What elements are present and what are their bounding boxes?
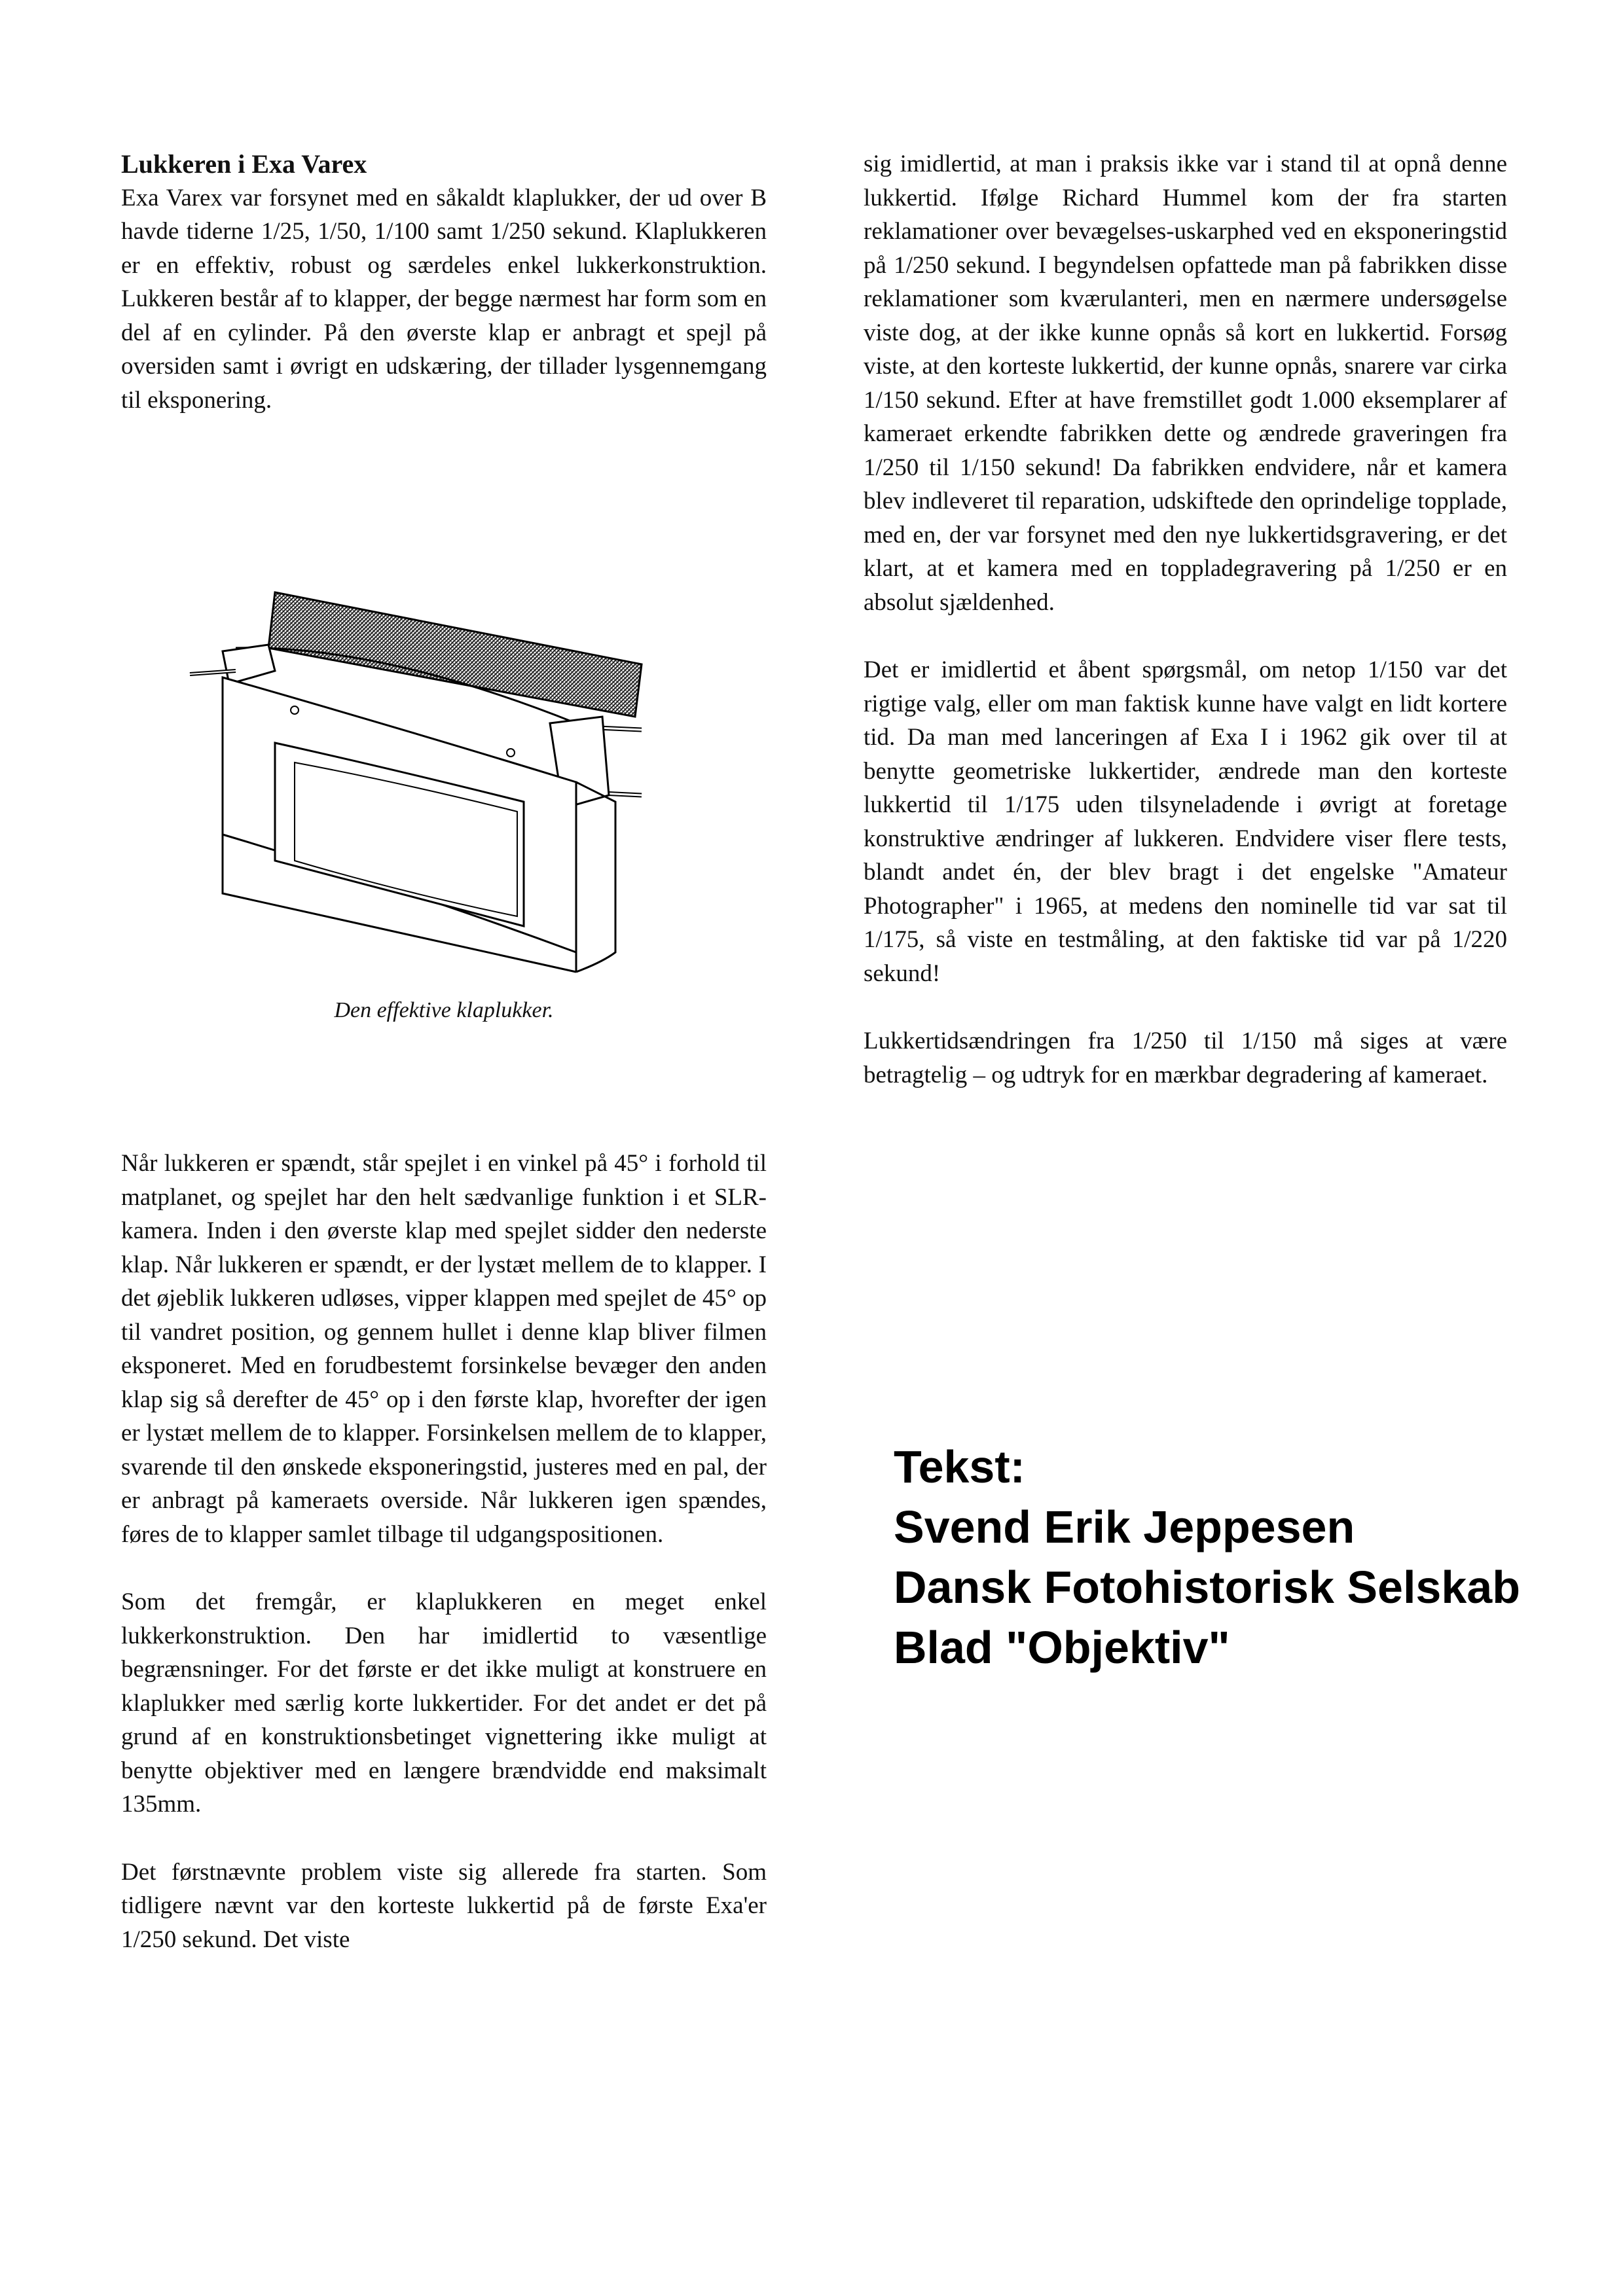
body-paragraph: Som det fremgår, er klaplukkeren en meget enkel lukkerkonstruktion. Den har imidlertid to væsentlige begrænsninger. For det første er det ikke muligt at konstruere en klaplukker med særlig korte lukkertider. For det andet er det på grund af en konstruktionsbetinget vignettering ikke muligt at benytte objektiver med en længere brændvidde end maksimalt 135mm. — [121, 1588, 767, 1818]
author-credit — [894, 1437, 1581, 1677]
article-heading: Lukkeren i Exa Varex — [121, 149, 367, 179]
body-paragraph: Det førstnævnte problem viste sig allerede fra starten. Som tidligere nævnt var den korteste lukkertid på de første Exa'er 1/250 sekund. Det viste — [121, 1858, 767, 1953]
intro-paragraph: Exa Varex var forsynet med en såkaldt klaplukker, der ud over B havde tiderne 1/25, 1/50, 1/100 samt 1/250 sekund. Klaplukkeren er en effektiv, robust og særdeles enkel lukkerkonstruktion. Lukkeren består af to klapper, der begge nærmest har form som en del af en cylinder. På den øverste klap er anbragt et spejl på oversiden samt i øvrigt en udskæring, der tillader lysgennemgang til eksponering. — [121, 184, 767, 414]
body-paragraph: Lukkertidsændringen fra 1/250 til 1/150 må siges at være betragtelig – og udtryk for en mærkbar degradering af kameraet. — [864, 1028, 1507, 1088]
left-column-lower — [121, 1147, 767, 1956]
credit-organization: Dansk Fotohistorisk Selskab — [894, 1562, 1520, 1613]
body-paragraph: Når lukkeren er spændt, står spejlet i en vinkel på 45° i forhold til matplanet, og spejlet har den helt sædvanlige funktion i et SLR-kamera. Inden i den øverste klap med spejlet sidder den nederste klap. Når lukkeren er spændt, er der lystæt mellem de to klapper. I det øjeblik lukkeren udløses, vipper klappen med spejlet de 45° op til vandret position, og gennem hullet i denne klap bliver filmen eksponeret. Med en forudbestemt forsinkelse bevæger den anden klap sig så derefter de 45° op i den første klap, hvorefter der igen er lystæt mellem de to klapper. Forsinkelsen mellem de to klapper, svarende til den ønskede eksponeringstid, justeres med en pal, der er anbragt på kameraets overside. Når lukkeren igen spændes, føres de to klapper samlet tilbage til udgangspositionen. — [121, 1150, 767, 1548]
credit-publication: Blad "Objektiv" — [894, 1622, 1230, 1673]
figure-caption: Den effektive klaplukker. — [334, 998, 554, 1022]
body-paragraph: Det er imidlertid et åbent spørgsmål, om netop 1/150 var det rigtige valg, eller om man faktisk kunne have valgt en lidt kortere tid. Da man med lanceringen af Exa I i 1962 gik over til at benytte geometriske lukkertider, ændrede man den korteste lukkertid til 1/175 uden tilsyneladende i øvrigt at foretage konstruktive ændringer af lukkeren. Endvidere viser flere tests, blandt andet én, der blev bragt i det engelske "Amateur Photographer" i 1965, at medens den nominelle tid var sat til 1/175, så viste en testmåling, at den faktiske tid var på 1/220 sekund! — [864, 656, 1507, 987]
left-column — [121, 147, 767, 417]
right-column — [864, 147, 1507, 1092]
credit-label: Tekst: — [894, 1441, 1025, 1492]
shutter-illustration — [183, 586, 655, 978]
body-paragraph: sig imidlertid, at man i praksis ikke var i stand til at opnå denne lukkertid. Ifølge Richard Hummel kom der fra starten reklamationer over bevægelses-uskarphed ved en eksponeringstid på 1/250 sekund. I begyndelsen opfattede man på fabrikken disse reklamationer som kværulanteri, men en nærmere undersøgelse viste dog, at der ikke kunne opnås så kort en lukkertid. Forsøg viste, at den korteste lukkertid, der kunne opnås, snarere var cirka 1/150 sekund. Efter at have fremstillet godt 1.000 eksemplarer af kameraet erkendte fabrikken dette og ændrede graveringen fra 1/250 til 1/150 sekund! Da fabrikken endvidere, når et kamera blev indleveret til reparation, udskiftede den oprindelige topplade, med en, der var forsynet med den nye lukkertidsgravering, er det klart, at et kamera med en toppladegravering på 1/250 er en absolut sjældenhed. — [864, 151, 1507, 616]
credit-author: Svend Erik Jeppesen — [894, 1501, 1355, 1552]
